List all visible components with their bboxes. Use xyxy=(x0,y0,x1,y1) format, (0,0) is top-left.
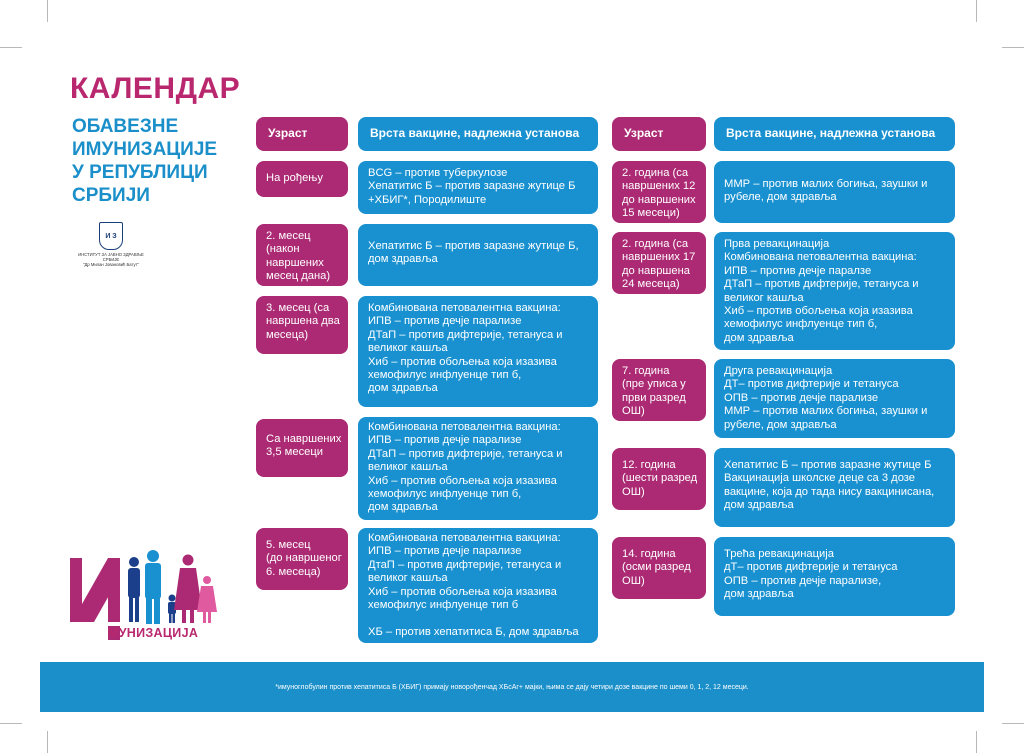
vaccine-cell: Прва ревакцинација Комбинована петовалентна вакцина: ИПВ – против дечје паралзе ДТаП – против дифтерије, тетануса и великог кашља Хиб – против обољења која изазива хемофилус инфлуенце тип б, дом здравља xyxy=(714,232,955,350)
institute-emblem-icon: И З xyxy=(99,222,123,250)
vaccine-cell: Хепатитис Б – против заразне жутице Б Вакцинација школске деце са 3 дозе вакцине, која до тада нису вакцинисана, дом здравља xyxy=(714,448,955,527)
crop-mark xyxy=(1002,47,1024,48)
vaccine-cell: Комбинована петовалентна вакцина: ИПВ – против дечје парализе ДтаП – против дифтерије, тетануса и великог кашља Хиб – против обољења која изазива хемофилус инфлуенце тип б ХБ – против хепатитиса Б, дом здравља xyxy=(358,528,598,643)
institute-name-line: "Др Милан Јовановић Батут" xyxy=(83,262,139,267)
header-age-left: Узраст xyxy=(256,117,348,151)
crop-mark xyxy=(976,0,977,22)
institute-name-line: ИНСТИТУТ ЗА ЈАВНО ЗДРАВЉЕ СРБИЈЕ xyxy=(78,252,144,262)
age-cell: 2. месец (након навршених месец дана) xyxy=(256,224,348,286)
crop-mark xyxy=(0,723,22,724)
crop-mark xyxy=(47,0,48,22)
vaccine-cell: ММР – против малих богиња, заушки и рубеле, дом здравља xyxy=(714,161,955,223)
subtitle-line: ОБАВЕЗНЕ xyxy=(72,116,179,137)
footnote-bar xyxy=(40,662,984,712)
age-cell: 14. година (осми разред ОШ) xyxy=(612,537,706,599)
age-cell: 2. година (са навршених 17 до навршена 24 месеца) xyxy=(612,232,706,294)
vaccine-cell: Хепатитис Б – против заразне жутице Б, дом здравља xyxy=(358,224,598,286)
age-cell: 12. година (шести разред ОШ) xyxy=(612,448,706,510)
crop-mark xyxy=(0,47,22,48)
page-title: КАЛЕНДАР xyxy=(70,72,241,105)
header-vaccine-left: Врста вакцине, надлежна установа xyxy=(358,117,598,151)
family-silhouettes-icon xyxy=(128,550,217,624)
crop-mark xyxy=(1002,723,1024,724)
crop-mark xyxy=(976,731,977,753)
age-cell: 3. месец (са навршена два месеца) xyxy=(256,296,348,354)
footnote-text: *имуноглобулин против хепатитиса Б (ХБИГ) примају новорођенчад ХБсАг+ мајки, њима се дају четири дозе вакцине по шеми 0, 1, 2, 12 месеци. xyxy=(275,683,749,691)
age-cell: 7. година (пре уписа у први разред ОШ) xyxy=(612,359,706,421)
institute-name xyxy=(70,252,152,267)
subtitle-line: ИМУНИЗАЦИЈЕ xyxy=(72,139,218,160)
vaccine-cell: Друга ревакцинација ДТ– против дифтерије и тетануса ОПВ – против дечје парализе ММР – против малих богиња, заушки и рубеле, дом здравља xyxy=(714,359,955,438)
age-cell: На рођењу xyxy=(256,161,348,197)
age-cell: 5. месец (до навршеног 6. месеца) xyxy=(256,528,348,590)
vaccine-cell: Трећа ревакцинација дТ– против дифтерије и тетануса ОПВ – против дечје парализе, дом здравља xyxy=(714,537,955,616)
crop-mark xyxy=(47,731,48,753)
age-cell: Са навршених 3,5 месеци xyxy=(256,419,348,477)
subtitle-line: У РЕПУБЛИЦИ xyxy=(72,162,208,183)
institute-block xyxy=(70,222,152,267)
page-subtitle xyxy=(72,115,242,207)
vaccine-cell: BCG – против туберкулозе Хепатитис Б – против заразне жутице Б +ХБИГ*, Породилиште xyxy=(358,161,598,214)
header-vaccine-right: Врста вакцине, надлежна установа xyxy=(714,117,955,151)
age-cell: 2. година (са навршених 12 до навршених 15 месеци) xyxy=(612,161,706,223)
vaccine-cell: Комбинована петовалентна вакцина: ИПВ – против дечје парализе ДТаП – против дифтерије, тетануса и великог кашља Хиб – против обољења која изазива хемофилус инфлуенце тип б, дом здравља xyxy=(358,417,598,520)
campaign-logo-text: МУНИЗАЦИЈА xyxy=(108,626,199,640)
subtitle-line: СРБИЈИ xyxy=(72,185,150,206)
vaccine-cell: Комбинована петовалентна вакцина: ИПВ – против дечје парализе ДТаП – против дифтерије, тетануса и великог кашља Хиб – против обољења која изазива хемофилус инфлуенце тип б, дом здравља xyxy=(358,296,598,407)
header-age-right: Узраст xyxy=(612,117,706,151)
